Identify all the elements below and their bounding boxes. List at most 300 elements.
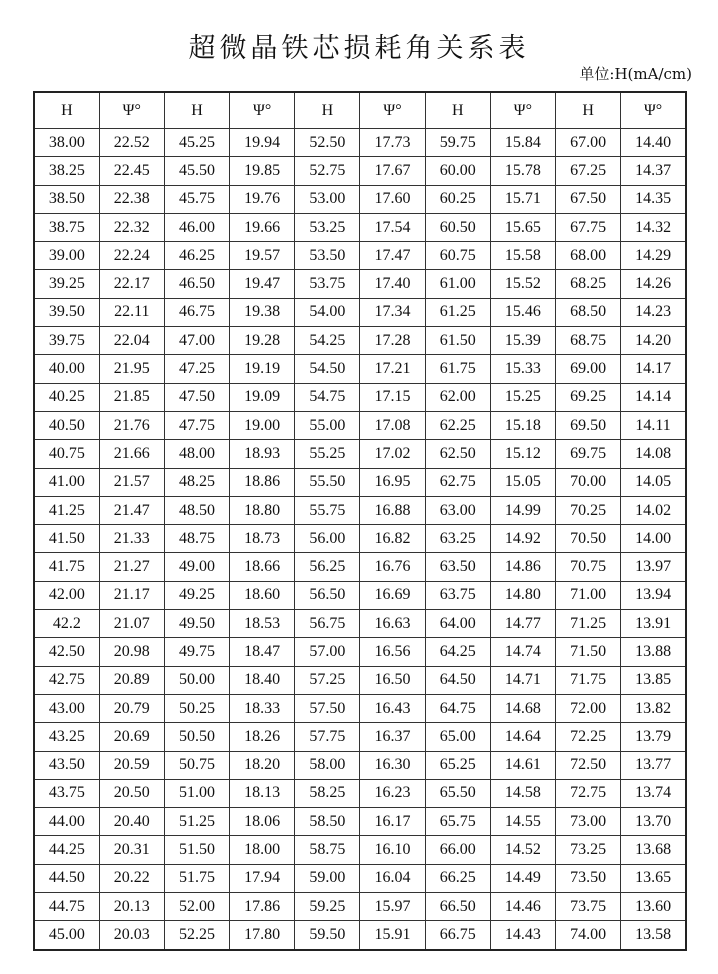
psi-value-cell: 21.47 xyxy=(99,496,164,524)
psi-value-cell: 21.33 xyxy=(99,525,164,553)
h-value-cell: 53.75 xyxy=(295,270,360,298)
h-value-cell: 65.75 xyxy=(425,808,490,836)
psi-value-cell: 16.17 xyxy=(360,808,425,836)
h-value-cell: 52.75 xyxy=(295,157,360,185)
h-value-cell: 39.75 xyxy=(34,327,99,355)
psi-value-cell: 19.66 xyxy=(230,213,295,241)
h-value-cell: 68.75 xyxy=(556,327,621,355)
h-value-cell: 53.25 xyxy=(295,213,360,241)
psi-value-cell: 19.85 xyxy=(230,157,295,185)
psi-value-cell: 13.79 xyxy=(621,723,686,751)
psi-value-cell: 21.85 xyxy=(99,383,164,411)
psi-value-cell: 21.17 xyxy=(99,581,164,609)
psi-value-cell: 19.00 xyxy=(230,411,295,439)
psi-value-cell: 17.67 xyxy=(360,157,425,185)
psi-value-cell: 14.23 xyxy=(621,298,686,326)
h-value-cell: 60.25 xyxy=(425,185,490,213)
h-value-cell: 66.00 xyxy=(425,836,490,864)
psi-value-cell: 17.94 xyxy=(230,864,295,892)
h-value-cell: 58.75 xyxy=(295,836,360,864)
h-value-cell: 42.75 xyxy=(34,666,99,694)
h-value-cell: 70.75 xyxy=(556,553,621,581)
psi-value-cell: 22.24 xyxy=(99,242,164,270)
h-value-cell: 64.75 xyxy=(425,694,490,722)
h-value-cell: 55.50 xyxy=(295,468,360,496)
psi-value-cell: 14.58 xyxy=(490,779,555,807)
h-value-cell: 66.75 xyxy=(425,921,490,950)
h-value-cell: 40.75 xyxy=(34,440,99,468)
psi-value-cell: 19.19 xyxy=(230,355,295,383)
h-value-cell: 62.75 xyxy=(425,468,490,496)
psi-value-cell: 17.34 xyxy=(360,298,425,326)
h-value-cell: 55.75 xyxy=(295,496,360,524)
psi-value-cell: 14.71 xyxy=(490,666,555,694)
psi-value-cell: 13.74 xyxy=(621,779,686,807)
h-value-cell: 64.25 xyxy=(425,638,490,666)
table-row xyxy=(34,638,686,666)
h-value-cell: 72.00 xyxy=(556,694,621,722)
h-value-cell: 61.00 xyxy=(425,270,490,298)
psi-value-cell: 16.63 xyxy=(360,610,425,638)
psi-value-cell: 15.84 xyxy=(490,129,555,157)
psi-value-cell: 16.82 xyxy=(360,525,425,553)
h-value-cell: 73.00 xyxy=(556,808,621,836)
h-value-cell: 39.00 xyxy=(34,242,99,270)
h-value-cell: 38.00 xyxy=(34,129,99,157)
psi-value-cell: 14.32 xyxy=(621,213,686,241)
table-row xyxy=(34,496,686,524)
h-value-cell: 41.00 xyxy=(34,468,99,496)
psi-value-cell: 14.99 xyxy=(490,496,555,524)
h-value-cell: 41.25 xyxy=(34,496,99,524)
h-value-cell: 45.25 xyxy=(164,129,229,157)
psi-value-cell: 14.74 xyxy=(490,638,555,666)
psi-value-cell: 17.86 xyxy=(230,893,295,921)
h-value-cell: 48.50 xyxy=(164,496,229,524)
h-value-cell: 38.75 xyxy=(34,213,99,241)
psi-value-cell: 18.26 xyxy=(230,723,295,751)
psi-value-cell: 16.23 xyxy=(360,779,425,807)
h-value-cell: 49.75 xyxy=(164,638,229,666)
column-header: H xyxy=(556,92,621,129)
psi-value-cell: 13.88 xyxy=(621,638,686,666)
psi-value-cell: 14.17 xyxy=(621,355,686,383)
page-title: 超微晶铁芯损耗角关系表 xyxy=(188,33,530,64)
column-header: H xyxy=(34,92,99,129)
psi-value-cell: 20.22 xyxy=(99,864,164,892)
table-row xyxy=(34,893,686,921)
h-value-cell: 72.75 xyxy=(556,779,621,807)
h-value-cell: 69.75 xyxy=(556,440,621,468)
h-value-cell: 64.00 xyxy=(425,610,490,638)
h-value-cell: 51.50 xyxy=(164,836,229,864)
psi-value-cell: 18.93 xyxy=(230,440,295,468)
h-value-cell: 52.50 xyxy=(295,129,360,157)
psi-value-cell: 18.13 xyxy=(230,779,295,807)
h-value-cell: 50.25 xyxy=(164,694,229,722)
h-value-cell: 57.75 xyxy=(295,723,360,751)
column-header: H xyxy=(164,92,229,129)
column-header: Ψ° xyxy=(230,92,295,129)
h-value-cell: 70.25 xyxy=(556,496,621,524)
psi-value-cell: 15.05 xyxy=(490,468,555,496)
psi-value-cell: 14.49 xyxy=(490,864,555,892)
psi-value-cell: 13.77 xyxy=(621,751,686,779)
psi-value-cell: 14.11 xyxy=(621,411,686,439)
psi-value-cell: 14.02 xyxy=(621,496,686,524)
psi-value-cell: 15.39 xyxy=(490,327,555,355)
h-value-cell: 50.50 xyxy=(164,723,229,751)
h-value-cell: 43.50 xyxy=(34,751,99,779)
psi-value-cell: 18.00 xyxy=(230,836,295,864)
h-value-cell: 40.50 xyxy=(34,411,99,439)
h-value-cell: 59.00 xyxy=(295,864,360,892)
table-row xyxy=(34,157,686,185)
psi-value-cell: 17.02 xyxy=(360,440,425,468)
psi-value-cell: 17.28 xyxy=(360,327,425,355)
psi-value-cell: 19.38 xyxy=(230,298,295,326)
h-value-cell: 49.50 xyxy=(164,610,229,638)
h-value-cell: 56.00 xyxy=(295,525,360,553)
psi-value-cell: 14.35 xyxy=(621,185,686,213)
h-value-cell: 47.25 xyxy=(164,355,229,383)
psi-value-cell: 16.95 xyxy=(360,468,425,496)
h-value-cell: 55.25 xyxy=(295,440,360,468)
psi-value-cell: 16.30 xyxy=(360,751,425,779)
table-row xyxy=(34,808,686,836)
psi-value-cell: 15.58 xyxy=(490,242,555,270)
h-value-cell: 65.50 xyxy=(425,779,490,807)
h-value-cell: 72.50 xyxy=(556,751,621,779)
psi-value-cell: 20.98 xyxy=(99,638,164,666)
h-value-cell: 46.25 xyxy=(164,242,229,270)
table-row xyxy=(34,355,686,383)
h-value-cell: 60.00 xyxy=(425,157,490,185)
psi-value-cell: 15.91 xyxy=(360,921,425,950)
column-header: Ψ° xyxy=(360,92,425,129)
h-value-cell: 42.2 xyxy=(34,610,99,638)
h-value-cell: 46.50 xyxy=(164,270,229,298)
psi-value-cell: 18.33 xyxy=(230,694,295,722)
psi-value-cell: 14.68 xyxy=(490,694,555,722)
psi-value-cell: 20.69 xyxy=(99,723,164,751)
h-value-cell: 54.50 xyxy=(295,355,360,383)
psi-value-cell: 17.40 xyxy=(360,270,425,298)
psi-value-cell: 15.78 xyxy=(490,157,555,185)
psi-value-cell: 16.37 xyxy=(360,723,425,751)
psi-value-cell: 22.11 xyxy=(99,298,164,326)
h-value-cell: 40.00 xyxy=(34,355,99,383)
h-value-cell: 64.50 xyxy=(425,666,490,694)
h-value-cell: 58.00 xyxy=(295,751,360,779)
h-value-cell: 60.75 xyxy=(425,242,490,270)
h-value-cell: 42.50 xyxy=(34,638,99,666)
psi-value-cell: 19.76 xyxy=(230,185,295,213)
table-row xyxy=(34,468,686,496)
h-value-cell: 47.75 xyxy=(164,411,229,439)
psi-value-cell: 16.76 xyxy=(360,553,425,581)
h-value-cell: 47.00 xyxy=(164,327,229,355)
h-value-cell: 47.50 xyxy=(164,383,229,411)
h-value-cell: 48.75 xyxy=(164,525,229,553)
table-row xyxy=(34,185,686,213)
psi-value-cell: 15.46 xyxy=(490,298,555,326)
psi-value-cell: 14.00 xyxy=(621,525,686,553)
h-value-cell: 60.50 xyxy=(425,213,490,241)
psi-value-cell: 14.61 xyxy=(490,751,555,779)
h-value-cell: 67.25 xyxy=(556,157,621,185)
h-value-cell: 61.75 xyxy=(425,355,490,383)
psi-value-cell: 13.65 xyxy=(621,864,686,892)
table-row xyxy=(34,270,686,298)
h-value-cell: 69.50 xyxy=(556,411,621,439)
psi-value-cell: 21.76 xyxy=(99,411,164,439)
psi-value-cell: 18.86 xyxy=(230,468,295,496)
h-value-cell: 61.25 xyxy=(425,298,490,326)
h-value-cell: 50.75 xyxy=(164,751,229,779)
h-value-cell: 72.25 xyxy=(556,723,621,751)
psi-value-cell: 13.94 xyxy=(621,581,686,609)
psi-value-cell: 18.73 xyxy=(230,525,295,553)
table-row xyxy=(34,751,686,779)
h-value-cell: 38.25 xyxy=(34,157,99,185)
table-row xyxy=(34,327,686,355)
h-value-cell: 56.75 xyxy=(295,610,360,638)
h-value-cell: 68.00 xyxy=(556,242,621,270)
table-row xyxy=(34,525,686,553)
psi-value-cell: 14.20 xyxy=(621,327,686,355)
h-value-cell: 73.25 xyxy=(556,836,621,864)
h-value-cell: 48.25 xyxy=(164,468,229,496)
psi-value-cell: 19.28 xyxy=(230,327,295,355)
psi-value-cell: 22.38 xyxy=(99,185,164,213)
psi-value-cell: 14.92 xyxy=(490,525,555,553)
psi-value-cell: 14.77 xyxy=(490,610,555,638)
psi-value-cell: 15.52 xyxy=(490,270,555,298)
loss-angle-table xyxy=(33,91,687,951)
h-value-cell: 66.50 xyxy=(425,893,490,921)
h-value-cell: 63.00 xyxy=(425,496,490,524)
h-value-cell: 73.75 xyxy=(556,893,621,921)
psi-value-cell: 17.80 xyxy=(230,921,295,950)
h-value-cell: 57.00 xyxy=(295,638,360,666)
h-value-cell: 48.00 xyxy=(164,440,229,468)
psi-value-cell: 14.80 xyxy=(490,581,555,609)
table-row xyxy=(34,864,686,892)
psi-value-cell: 13.91 xyxy=(621,610,686,638)
h-value-cell: 71.00 xyxy=(556,581,621,609)
h-value-cell: 53.50 xyxy=(295,242,360,270)
psi-value-cell: 19.57 xyxy=(230,242,295,270)
h-value-cell: 58.25 xyxy=(295,779,360,807)
psi-value-cell: 16.88 xyxy=(360,496,425,524)
h-value-cell: 62.25 xyxy=(425,411,490,439)
psi-value-cell: 18.80 xyxy=(230,496,295,524)
psi-value-cell: 17.47 xyxy=(360,242,425,270)
table-row xyxy=(34,129,686,157)
psi-value-cell: 18.53 xyxy=(230,610,295,638)
psi-value-cell: 15.97 xyxy=(360,893,425,921)
h-value-cell: 52.25 xyxy=(164,921,229,950)
table-row xyxy=(34,581,686,609)
h-value-cell: 71.50 xyxy=(556,638,621,666)
h-value-cell: 49.00 xyxy=(164,553,229,581)
h-value-cell: 68.25 xyxy=(556,270,621,298)
h-value-cell: 44.25 xyxy=(34,836,99,864)
table-row xyxy=(34,411,686,439)
h-value-cell: 67.00 xyxy=(556,129,621,157)
h-value-cell: 59.75 xyxy=(425,129,490,157)
psi-value-cell: 16.56 xyxy=(360,638,425,666)
h-value-cell: 44.75 xyxy=(34,893,99,921)
h-value-cell: 41.75 xyxy=(34,553,99,581)
h-value-cell: 74.00 xyxy=(556,921,621,950)
psi-value-cell: 14.46 xyxy=(490,893,555,921)
psi-value-cell: 14.52 xyxy=(490,836,555,864)
psi-value-cell: 13.97 xyxy=(621,553,686,581)
psi-value-cell: 14.14 xyxy=(621,383,686,411)
psi-value-cell: 14.05 xyxy=(621,468,686,496)
psi-value-cell: 19.94 xyxy=(230,129,295,157)
psi-value-cell: 20.31 xyxy=(99,836,164,864)
h-value-cell: 43.75 xyxy=(34,779,99,807)
psi-value-cell: 21.07 xyxy=(99,610,164,638)
h-value-cell: 73.50 xyxy=(556,864,621,892)
psi-value-cell: 17.08 xyxy=(360,411,425,439)
psi-value-cell: 22.17 xyxy=(99,270,164,298)
h-value-cell: 38.50 xyxy=(34,185,99,213)
h-value-cell: 59.25 xyxy=(295,893,360,921)
table-row xyxy=(34,921,686,950)
unit-label: 单位:H(mA/cm) xyxy=(579,65,692,83)
h-value-cell: 39.50 xyxy=(34,298,99,326)
h-value-cell: 51.25 xyxy=(164,808,229,836)
psi-value-cell: 22.52 xyxy=(99,129,164,157)
h-value-cell: 51.00 xyxy=(164,779,229,807)
h-value-cell: 71.25 xyxy=(556,610,621,638)
h-value-cell: 67.75 xyxy=(556,213,621,241)
psi-value-cell: 15.12 xyxy=(490,440,555,468)
column-header: H xyxy=(425,92,490,129)
psi-value-cell: 15.65 xyxy=(490,213,555,241)
h-value-cell: 45.75 xyxy=(164,185,229,213)
h-value-cell: 50.00 xyxy=(164,666,229,694)
psi-value-cell: 16.10 xyxy=(360,836,425,864)
psi-value-cell: 20.50 xyxy=(99,779,164,807)
h-value-cell: 59.50 xyxy=(295,921,360,950)
psi-value-cell: 17.60 xyxy=(360,185,425,213)
table-row xyxy=(34,553,686,581)
psi-value-cell: 14.26 xyxy=(621,270,686,298)
psi-value-cell: 18.40 xyxy=(230,666,295,694)
psi-value-cell: 13.82 xyxy=(621,694,686,722)
psi-value-cell: 21.66 xyxy=(99,440,164,468)
column-header: Ψ° xyxy=(621,92,686,129)
psi-value-cell: 16.69 xyxy=(360,581,425,609)
psi-value-cell: 17.54 xyxy=(360,213,425,241)
psi-value-cell: 20.40 xyxy=(99,808,164,836)
h-value-cell: 53.00 xyxy=(295,185,360,213)
psi-value-cell: 14.37 xyxy=(621,157,686,185)
psi-value-cell: 15.71 xyxy=(490,185,555,213)
h-value-cell: 55.00 xyxy=(295,411,360,439)
psi-value-cell: 13.60 xyxy=(621,893,686,921)
table-row xyxy=(34,836,686,864)
psi-value-cell: 14.40 xyxy=(621,129,686,157)
psi-value-cell: 17.73 xyxy=(360,129,425,157)
h-value-cell: 63.75 xyxy=(425,581,490,609)
h-value-cell: 54.00 xyxy=(295,298,360,326)
psi-value-cell: 18.20 xyxy=(230,751,295,779)
h-value-cell: 52.00 xyxy=(164,893,229,921)
psi-value-cell: 22.45 xyxy=(99,157,164,185)
h-value-cell: 44.00 xyxy=(34,808,99,836)
psi-value-cell: 20.79 xyxy=(99,694,164,722)
h-value-cell: 70.00 xyxy=(556,468,621,496)
table-row xyxy=(34,440,686,468)
psi-value-cell: 16.04 xyxy=(360,864,425,892)
h-value-cell: 69.00 xyxy=(556,355,621,383)
psi-value-cell: 17.21 xyxy=(360,355,425,383)
psi-value-cell: 21.57 xyxy=(99,468,164,496)
h-value-cell: 62.00 xyxy=(425,383,490,411)
psi-value-cell: 14.08 xyxy=(621,440,686,468)
h-value-cell: 63.25 xyxy=(425,525,490,553)
h-value-cell: 51.75 xyxy=(164,864,229,892)
psi-value-cell: 15.18 xyxy=(490,411,555,439)
column-header: Ψ° xyxy=(490,92,555,129)
psi-value-cell: 20.89 xyxy=(99,666,164,694)
header-row xyxy=(34,92,686,129)
h-value-cell: 63.50 xyxy=(425,553,490,581)
psi-value-cell: 22.04 xyxy=(99,327,164,355)
h-value-cell: 70.50 xyxy=(556,525,621,553)
psi-value-cell: 14.29 xyxy=(621,242,686,270)
psi-value-cell: 20.59 xyxy=(99,751,164,779)
h-value-cell: 67.50 xyxy=(556,185,621,213)
psi-value-cell: 18.47 xyxy=(230,638,295,666)
h-value-cell: 65.25 xyxy=(425,751,490,779)
psi-value-cell: 18.60 xyxy=(230,581,295,609)
psi-value-cell: 18.06 xyxy=(230,808,295,836)
column-header: H xyxy=(295,92,360,129)
h-value-cell: 41.50 xyxy=(34,525,99,553)
h-value-cell: 46.75 xyxy=(164,298,229,326)
table-row xyxy=(34,242,686,270)
table-body xyxy=(34,129,686,950)
h-value-cell: 65.00 xyxy=(425,723,490,751)
column-header: Ψ° xyxy=(99,92,164,129)
h-value-cell: 56.50 xyxy=(295,581,360,609)
table-row xyxy=(34,383,686,411)
h-value-cell: 62.50 xyxy=(425,440,490,468)
h-value-cell: 42.00 xyxy=(34,581,99,609)
table-row xyxy=(34,666,686,694)
psi-value-cell: 14.86 xyxy=(490,553,555,581)
psi-value-cell: 13.85 xyxy=(621,666,686,694)
h-value-cell: 46.00 xyxy=(164,213,229,241)
psi-value-cell: 16.50 xyxy=(360,666,425,694)
h-value-cell: 43.00 xyxy=(34,694,99,722)
h-value-cell: 45.00 xyxy=(34,921,99,950)
psi-value-cell: 13.70 xyxy=(621,808,686,836)
h-value-cell: 54.25 xyxy=(295,327,360,355)
h-value-cell: 57.25 xyxy=(295,666,360,694)
psi-value-cell: 14.64 xyxy=(490,723,555,751)
psi-value-cell: 15.33 xyxy=(490,355,555,383)
h-value-cell: 71.75 xyxy=(556,666,621,694)
h-value-cell: 45.50 xyxy=(164,157,229,185)
